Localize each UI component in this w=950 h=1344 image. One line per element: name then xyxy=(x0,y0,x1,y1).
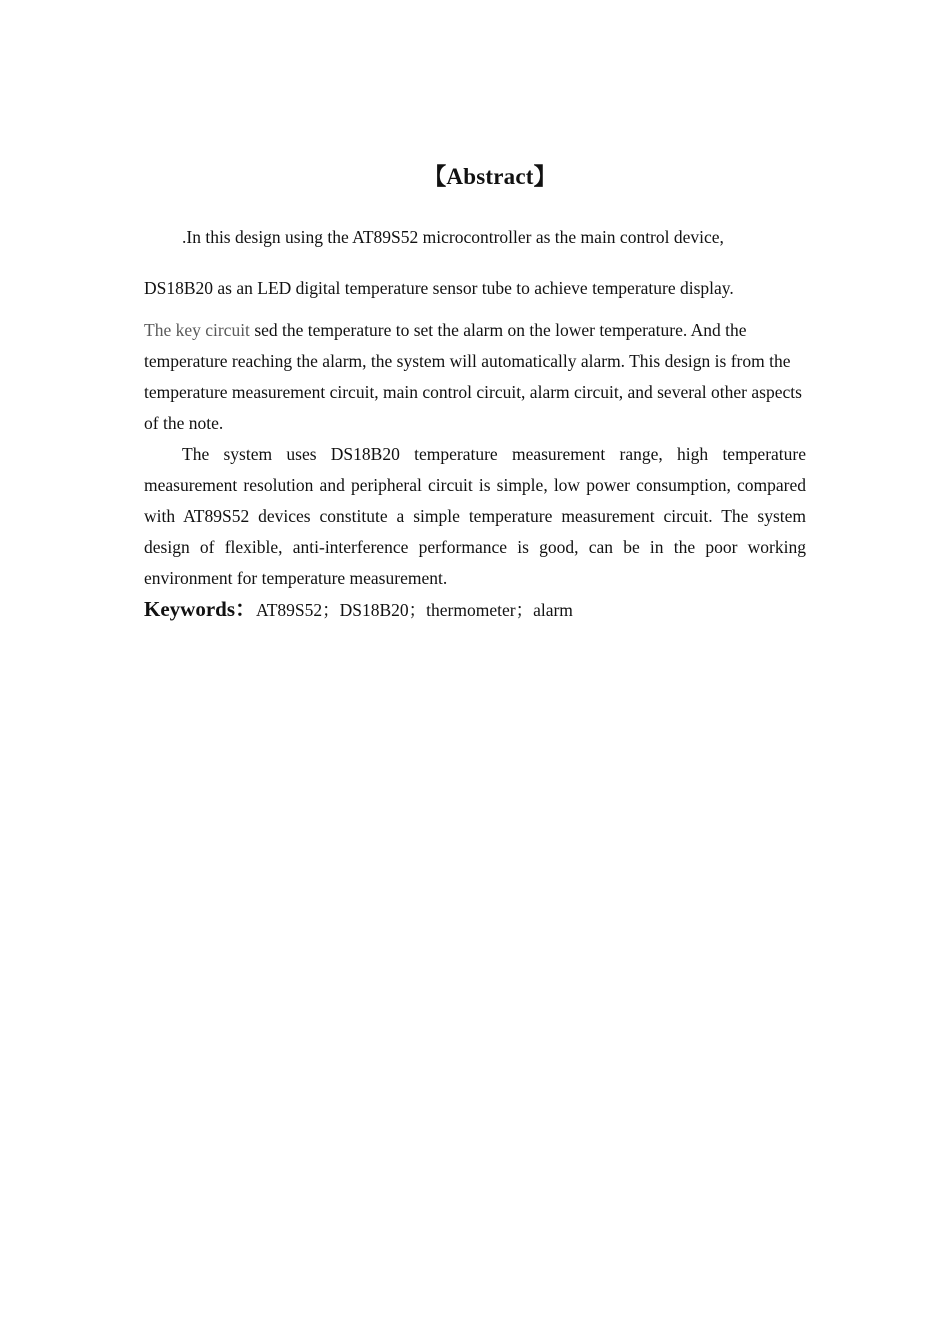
heading-text: Abstract xyxy=(446,164,534,189)
paragraph-2-lead: The key circuit xyxy=(144,320,250,340)
heading-open-bracket: 【 xyxy=(423,164,447,189)
abstract-heading xyxy=(0,158,950,191)
heading-close-bracket: 】 xyxy=(533,164,557,189)
paragraph-1-line-2: DS18B20 as an LED digital temperature sensor tube to achieve temperature display. xyxy=(144,278,734,298)
paragraph-3 xyxy=(144,439,806,594)
keywords-label: Keywords： xyxy=(144,597,256,621)
paragraph-2-body: sed the temperature to set the alarm on the lower temperature. And the temperature reaching the alarm, the system will automatically alarm. This design is from the temperature measurement circuit, main control circuit, alarm circuit, and several other aspects of the note. xyxy=(144,320,802,433)
keywords-list: AT89S52；DS18B20；thermometer；alarm xyxy=(256,600,573,620)
paragraph-1-line-1: .In this design using the AT89S52 microcontroller as the main control device, xyxy=(182,227,724,247)
paragraph-3-text: The system uses DS18B20 temperature measurement range, high temperature measurement resolution and peripheral circuit is simple, low power consumption, compared with AT89S52 devices constitute a simple temperature measurement circuit. The system design of flexible, anti-interference performance is good, can be in the poor working environment for temperature measurement. xyxy=(144,444,806,588)
keywords-line xyxy=(144,594,573,626)
paragraph-2 xyxy=(144,315,806,439)
